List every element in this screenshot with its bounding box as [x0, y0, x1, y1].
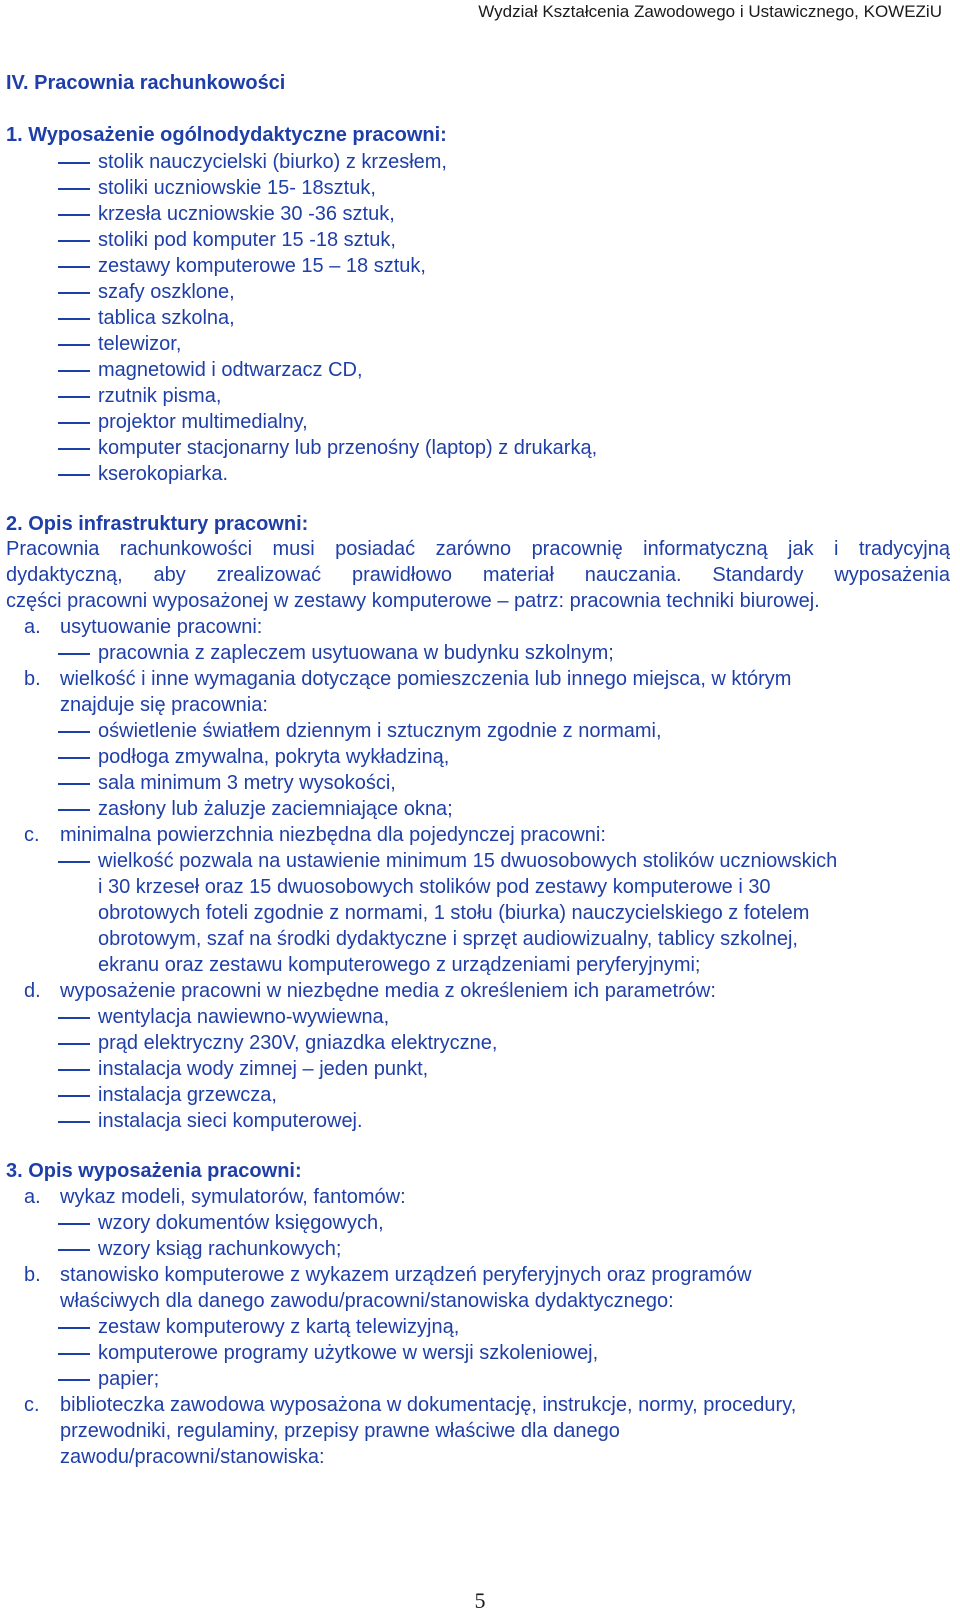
list-item: oświetlenie światłem dziennym i sztucznym zgodnie z normami,: [98, 720, 662, 742]
page-header: Wydział Kształcenia Zawodowego i Ustawicznego, KOWEZiU: [478, 2, 942, 21]
paragraph-line: dydaktyczną, aby zrealizować prawidłowo materiał nauczania. Standardy wyposażenia: [6, 564, 950, 586]
list-dash: [58, 448, 90, 450]
list-dash: [58, 757, 90, 759]
list-item: wentylacja nawiewno-wywiewna,: [98, 1006, 390, 1028]
list-item: krzesła uczniowskie 30 -36 sztuk,: [98, 203, 395, 225]
list-dash: [58, 1353, 90, 1355]
list-item-line: i 30 krzeseł oraz 15 dwuosobowych stolików pod zestawy komputerowe i 30: [98, 876, 771, 898]
list-dash: [58, 422, 90, 424]
subsection-b-label: b.: [24, 668, 41, 690]
list-dash: [58, 1017, 90, 1019]
paragraph-line: Pracownia rachunkowości musi posiadać zarówno pracownię informatyczną jak i tradycyjną: [6, 538, 950, 560]
subsection-a-text: usytuowanie pracowni:: [60, 616, 263, 638]
list-dash: [58, 396, 90, 398]
list-item: magnetowid i odtwarzacz CD,: [98, 359, 363, 381]
list-item: pracownia z zapleczem usytuowana w budynku szkolnym;: [98, 642, 614, 664]
list-dash: [58, 783, 90, 785]
list-dash: [58, 292, 90, 294]
subsection-c-label: c.: [24, 1394, 40, 1416]
subsection-b-text: znajduje się pracownia:: [60, 694, 268, 716]
list-item: instalacja sieci komputerowej.: [98, 1110, 363, 1132]
subsection-a-label: a.: [24, 616, 41, 638]
list-item-line: ekranu oraz zestawu komputerowego z urządzeniami peryferyjnymi;: [98, 954, 701, 976]
subsection-b-label: b.: [24, 1264, 41, 1286]
subsection-c-text: minimalna powierzchnia niezbędna dla pojedynczej pracowni:: [60, 824, 606, 846]
subsection-a-label: a.: [24, 1186, 41, 1208]
list-dash: [58, 266, 90, 268]
subsection-c-label: c.: [24, 824, 40, 846]
list-item: tablica szkolna,: [98, 307, 235, 329]
list-item: prąd elektryczny 230V, gniazdka elektryczne,: [98, 1032, 498, 1054]
list-item: sala minimum 3 metry wysokości,: [98, 772, 396, 794]
list-dash: [58, 240, 90, 242]
list-dash: [58, 1379, 90, 1381]
list-dash: [58, 861, 90, 863]
list-item: instalacja wody zimnej – jeden punkt,: [98, 1058, 429, 1080]
list-item: zestaw komputerowy z kartą telewizyjną,: [98, 1316, 460, 1338]
list-item: stolik nauczycielski (biurko) z krzesłem,: [98, 151, 447, 173]
subsection-d-text: wyposażenie pracowni w niezbędne media z określeniem ich parametrów:: [60, 980, 716, 1002]
subsection-c-text: przewodniki, regulaminy, przepisy prawne właściwe dla danego: [60, 1420, 620, 1442]
list-item: stoliki uczniowskie 15- 18sztuk,: [98, 177, 376, 199]
chapter-title: IV. Pracownia rachunkowości: [6, 72, 286, 94]
list-item: stoliki pod komputer 15 -18 sztuk,: [98, 229, 396, 251]
subsection-a-text: wykaz modeli, symulatorów, fantomów:: [60, 1186, 406, 1208]
list-item: instalacja grzewcza,: [98, 1084, 277, 1106]
list-item: kserokopiarka.: [98, 463, 229, 485]
subsection-d-label: d.: [24, 980, 41, 1002]
subsection-b-text: wielkość i inne wymagania dotyczące pomieszczenia lub innego miejsca, w którym: [60, 668, 792, 690]
list-dash: [58, 1121, 90, 1123]
list-dash: [58, 474, 90, 476]
list-item: szafy oszklone,: [98, 281, 235, 303]
list-dash: [58, 653, 90, 655]
subsection-c-text: zawodu/pracowni/stanowiska:: [60, 1446, 325, 1468]
list-item: wzory ksiąg rachunkowych;: [98, 1238, 342, 1260]
list-item: komputerowe programy użytkowe w wersji szkoleniowej,: [98, 1342, 599, 1364]
list-dash: [58, 318, 90, 320]
list-item-line: obrotowych foteli zgodnie z normami, 1 stołu (biurka) nauczycielskiego z fotelem: [98, 902, 810, 924]
subsection-b-text: właściwych dla danego zawodu/pracowni/stanowiska dydaktycznego:: [60, 1290, 674, 1312]
list-dash: [58, 731, 90, 733]
subsection-b-text: stanowisko komputerowe z wykazem urządzeń peryferyjnych oraz programów: [60, 1264, 752, 1286]
list-item: wzory dokumentów księgowych,: [98, 1212, 384, 1234]
list-dash: [58, 1095, 90, 1097]
list-item-line: obrotowym, szaf na środki dydaktyczne i sprzęt audiowizualny, tablicy szkolnej,: [98, 928, 798, 950]
subsection-c-text: biblioteczka zawodowa wyposażona w dokumentację, instrukcje, normy, procedury,: [60, 1394, 797, 1416]
list-item: zasłony lub żaluzje zaciemniające okna;: [98, 798, 453, 820]
section-3-title: 3. Opis wyposażenia pracowni:: [6, 1160, 302, 1182]
list-item: zestawy komputerowe 15 – 18 sztuk,: [98, 255, 426, 277]
list-item: komputer stacjonarny lub przenośny (laptop) z drukarką,: [98, 437, 598, 459]
list-item: rzutnik pisma,: [98, 385, 222, 407]
list-item-line: wielkość pozwala na ustawienie minimum 15 dwuosobowych stolików uczniowskich: [98, 850, 838, 872]
paragraph-line: części pracowni wyposażonej w zestawy komputerowe – patrz: pracownia techniki biurowej.: [6, 590, 820, 612]
list-dash: [58, 188, 90, 190]
list-dash: [58, 370, 90, 372]
list-dash: [58, 1249, 90, 1251]
list-dash: [58, 1327, 90, 1329]
section-2-title: 2. Opis infrastruktury pracowni:: [6, 513, 309, 535]
section-1-title: 1. Wyposażenie ogólnodydaktyczne pracowni:: [6, 124, 447, 146]
list-item: podłoga zmywalna, pokryta wykładziną,: [98, 746, 450, 768]
list-item: projektor multimedialny,: [98, 411, 308, 433]
list-item: telewizor,: [98, 333, 182, 355]
list-dash: [58, 214, 90, 216]
list-dash: [58, 1069, 90, 1071]
page-number: 5: [474, 1588, 486, 1613]
list-dash: [58, 809, 90, 811]
list-dash: [58, 162, 90, 164]
list-item: papier;: [98, 1368, 160, 1390]
list-dash: [58, 1043, 90, 1045]
list-dash: [58, 1223, 90, 1225]
list-dash: [58, 344, 90, 346]
